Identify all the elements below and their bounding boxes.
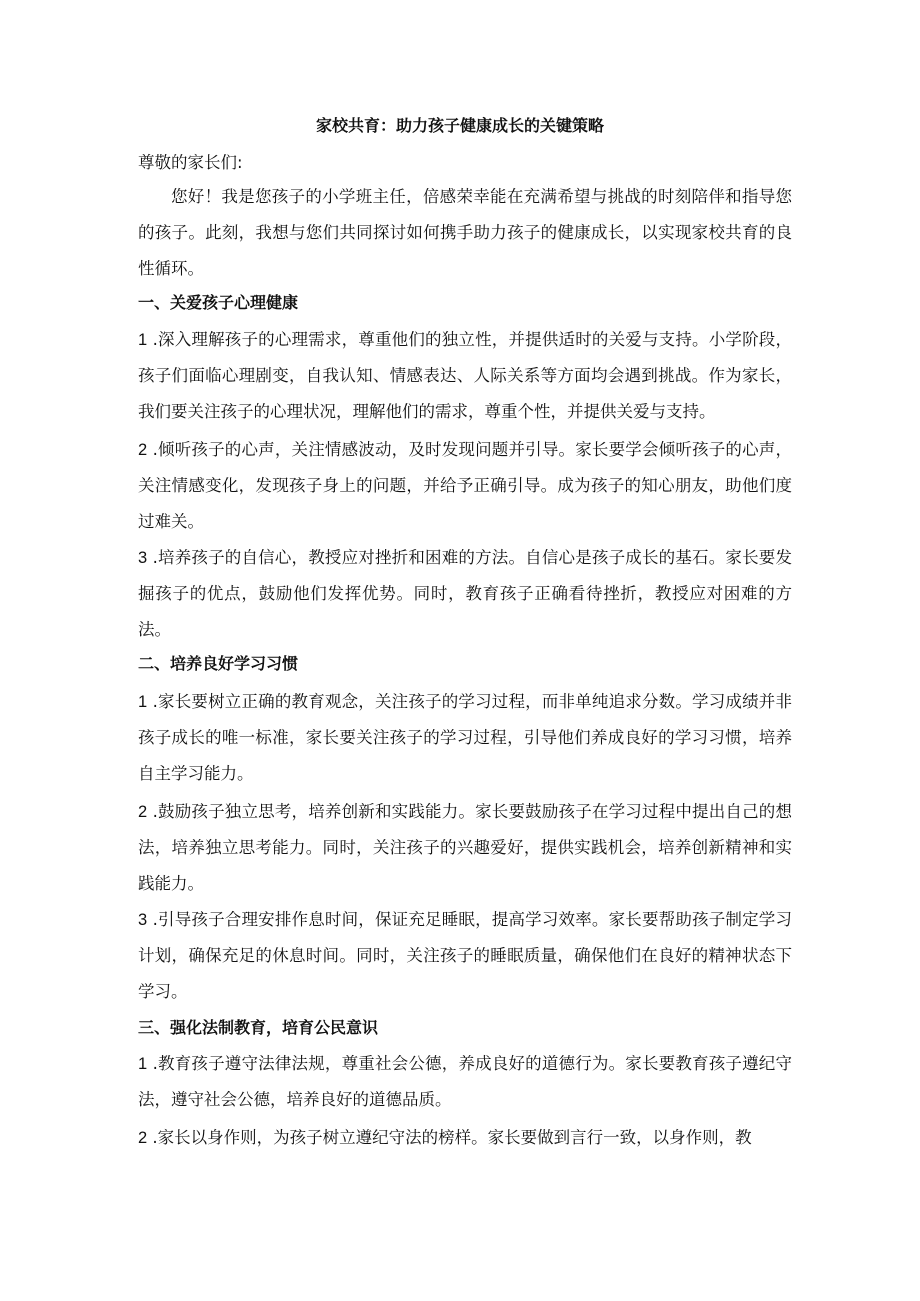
item-number: 1 xyxy=(138,693,148,711)
section-heading-3: 三、强化法制教育，培育公民意识 xyxy=(138,1018,379,1037)
salutation: 尊敬的家长们: xyxy=(138,153,243,172)
section-heading-1: 一、关爱孩子心理健康 xyxy=(138,293,299,312)
item-text: .家长以身作则，为孩子树立遵纪守法的榜样。家长要做到言行一致，以身作则，教 xyxy=(147,1128,752,1147)
item-number: 1 xyxy=(138,1055,148,1073)
greeting-paragraph: 您好！我是您孩子的小学班主任，倍感荣幸能在充满希望与挑战的时刻陪伴和指导您的孩子。此刻，我想与您们共同探讨如何携手助力孩子的健康成长，以实现家校共育的良性循环。 xyxy=(138,187,792,278)
section-heading-2: 二、培养良好学习习惯 xyxy=(138,654,299,673)
list-item xyxy=(138,540,792,648)
item-number: 1 xyxy=(138,331,148,349)
item-text: .鼓励孩子独立思考，培养创新和实践能力。家长要鼓励孩子在学习过程中提出自己的想法，培养独立思考能力。同时，关注孩子的兴趣爱好，提供实践机会，培养创新精神和实践能力。 xyxy=(138,802,792,893)
document-title: 家校共育：助力孩子健康成长的关键策略 xyxy=(315,116,604,135)
list-item xyxy=(138,1120,792,1156)
list-item xyxy=(138,902,792,1010)
item-number: 2 xyxy=(138,1129,148,1147)
list-item xyxy=(138,794,792,902)
item-number: 2 xyxy=(138,441,148,459)
list-item xyxy=(138,684,792,792)
item-number: 2 xyxy=(138,803,148,821)
item-text: .引导孩子合理安排作息时间，保证充足睡眠，提高学习效率。家长要帮助孩子制定学习计划，确保充足的休息时间。同时，关注孩子的睡眠质量，确保他们在良好的精神状态下学习。 xyxy=(138,910,792,1001)
item-number: 3 xyxy=(138,549,148,567)
item-text: .教育孩子遵守法律法规，尊重社会公德，养成良好的道德行为。家长要教育孩子遵纪守法，遵守社会公德，培养良好的道德品质。 xyxy=(138,1054,792,1109)
item-text: .培养孩子的自信心，教授应对挫折和困难的方法。自信心是孩子成长的基石。家长要发掘孩子的优点，鼓励他们发挥优势。同时，教育孩子正确看待挫折，教授应对困难的方法。 xyxy=(138,548,792,639)
item-text: .家长要树立正确的教育观念，关注孩子的学习过程，而非单纯追求分数。学习成绩并非孩子成长的唯一标准，家长要关注孩子的学习过程，引导他们养成良好的学习习惯，培养自主学习能力。 xyxy=(138,692,792,783)
list-item xyxy=(138,1046,792,1118)
list-item xyxy=(138,432,792,540)
item-text: .深入理解孩子的心理需求，尊重他们的独立性，并提供适时的关爱与支持。小学阶段，孩子们面临心理剧变，自我认知、情感表达、人际关系等方面均会遇到挑战。作为家长，我们要关注孩子的心理状况，理解他们的需求，尊重个性，并提供关爱与支持。 xyxy=(138,330,792,421)
list-item xyxy=(138,322,792,430)
item-number: 3 xyxy=(138,911,148,929)
item-text: .倾听孩子的心声，关注情感波动，及时发现问题并引导。家长要学会倾听孩子的心声，关注情感变化，发现孩子身上的问题，并给予正确引导。成为孩子的知心朋友，助他们度过难关。 xyxy=(138,440,792,531)
